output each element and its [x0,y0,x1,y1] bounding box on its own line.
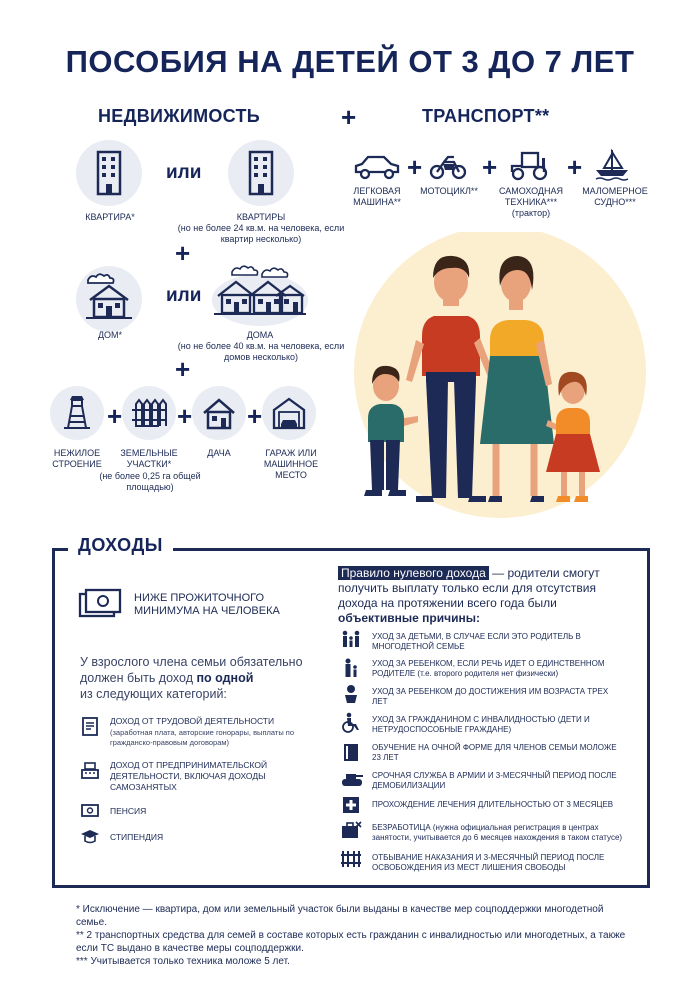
reason-item [372,659,628,679]
reason-note: (нужна официальная регистрация в центрах занятости, учитывается до 6 месяцев нахождения в таком статусе) [372,823,623,842]
car-label: ЛЕГКОВАЯ МАШИНА** [353,186,401,207]
realty-heading: НЕДВИЖИМОСТЬ [98,106,261,126]
income-pension: ПЕНСИЯ [110,806,147,816]
nonresidential-building-icon [50,386,104,440]
income-stipend: СТИПЕНДИЯ [110,832,164,842]
reason-item: ОБУЧЕНИЕ НА ОЧНОЙ ФОРМЕ ДЛЯ ЧЛЕНОВ СЕМЬИ МОЛОЖЕ 23 ЛЕТ [372,743,617,762]
plus-sign: + [175,354,191,384]
apartments-label: КВАРТИРЫ [236,212,286,222]
transport-heading: ТРАНСПОРТ** [422,106,550,126]
land-label: ЗЕМЕЛЬНЫЕ УЧАСТКИ* [120,448,178,469]
plus-sign: + [175,238,191,268]
house-icon [76,266,142,332]
wheelchair-icon [340,712,362,734]
graduation-cap-icon [80,826,100,846]
reason-main: БЕЗРАБОТИЦА [372,823,431,832]
plus-sign: + [247,401,263,431]
adult-text-bold: по одной [196,671,254,685]
plus-sign: + [177,401,193,431]
dacha-icon [192,386,246,440]
garage-label: ГАРАЖ ИЛИ МАШИННОЕ МЕСТО [263,448,319,480]
tractor-label: САМОХОДНАЯ ТЕХНИКА*** [498,186,563,207]
or-label: или [166,285,202,306]
zero-income-rule [338,566,622,626]
zero-rule-bold: объективные причины: [338,611,480,625]
reason-note: (т.е. второго родителя нет физически) [417,669,559,678]
plus-sign: + [482,152,498,182]
reason-item: УХОД ЗА РЕБЕНКОМ ДО ДОСТИЖЕНИЯ ИМ ВОЗРАСТА ТРЕХ ЛЕТ [372,687,609,706]
fence-icon [122,386,176,440]
medical-cross-icon [342,796,360,814]
page-title: ПОСОБИЯ НА ДЕТЕЙ ОТ 3 ДО 7 ЛЕТ [65,44,635,79]
tank-icon [340,771,364,787]
footnote: *** Учитывается только техника моложе 5 лет. [76,956,290,967]
land-note: (не более 0,25 га общей площадью) [99,471,201,492]
apartment-label: КВАРТИРА* [85,212,135,222]
family-illustration [344,232,674,518]
boat-label: МАЛОМЕРНОЕ СУДНО*** [582,186,648,207]
reason-main: УХОД ЗА РЕБЕНКОМ, ЕСЛИ РЕЧЬ ИДЕТ О ЕДИНСТВЕННОМ РОДИТЕЛЕ [372,659,605,678]
houses-icon [212,262,308,326]
tractor-icon [508,148,550,182]
car-icon [352,152,402,182]
houses-note: (но не более 40 кв.м. на человека, если домов несколько) [177,341,345,362]
reason-item: УХОД ЗА ГРАЖДАНИНОМ С ИНВАЛИДНОСТЬЮ (ДЕТИ И НЕТРУДОСПОСОБНЫЕ ГРАЖДАНЕ) [372,715,590,734]
adult-text-part2: из следующих категорий: [80,687,227,701]
below-minimum-text: НИЖЕ ПРОЖИТОЧНОГО МИНИМУМА НА ЧЕЛОВЕКА [134,592,280,617]
income-heading: ДОХОДЫ [68,535,173,556]
family-icon [340,630,362,648]
zero-rule-highlight: Правило нулевого дохода [338,566,489,580]
plus-sign: + [407,152,423,182]
parent-child-icon [340,658,362,678]
footnote: * Исключение — квартира, дом или земельный участок были выданы в качестве мер соцподдержки многодетной семье. [76,904,604,928]
adult-text-part1: У взрослого члена семьи обязательно должен быть доход [80,655,303,685]
garage-icon [262,386,316,440]
reason-item: ОТБЫВАНИЕ НАКАЗАНИЯ И 3-МЕСЯЧНЫЙ ПЕРИОД ПОСЛЕ ОСВОБОЖДЕНИЯ ИЗ МЕСТ ЛИШЕНИЯ СВОБОДЫ [372,853,605,872]
prison-bars-icon [340,850,362,868]
reason-item: ПРОХОЖДЕНИЕ ЛЕЧЕНИЯ ДЛИТЕЛЬНОСТЬЮ ОТ 3 МЕСЯЦЕВ [372,800,614,809]
income-business: ДОХОД ОТ ПРЕДПРИНИМАТЕЛЬСКОЙ ДЕЯТЕЛЬНОСТИ, ВКЛЮЧАЯ ДОХОДЫ САМОЗАНЯТЫХ [110,760,268,792]
zero-rule-text: — родители смогут получить выплату только если для отсутствия дохода на протяжении всего года были [338,566,600,610]
cash-register-icon [80,760,100,780]
tractor-note: (трактор) [511,208,551,218]
houses-label: ДОМА [246,330,274,340]
apartments-icon [228,140,294,206]
document-icon [80,716,100,736]
boat-icon [592,146,632,182]
or-label: или [166,162,202,183]
pension-icon [80,800,100,820]
baby-icon [340,684,362,704]
income-work-note: (заработная плата, авторские гонорары, выплаты по гражданско-правовым договорам) [110,728,295,747]
plus-sign: + [567,152,583,182]
nonresidential-label: НЕЖИЛОЕ СТРОЕНИЕ [52,448,102,469]
reason-item: УХОД ЗА ДЕТЬМИ, В СЛУЧАЕ ЕСЛИ ЭТО РОДИТЕЛЬ В МНОГОДЕТНОЙ СЕМЬЕ [372,632,581,651]
adult-income-text [80,654,330,702]
plus-sign: + [341,102,357,132]
plus-sign: + [107,401,123,431]
motorcycle-label: МОТОЦИКЛ** [420,186,478,196]
apartments-note: (но не более 24 кв.м. на человека, если квартир несколько) [177,223,345,244]
apartment-icon [76,140,142,206]
motorcycle-icon [428,150,468,182]
reason-item: СРОЧНАЯ СЛУЖБА В АРМИИ И 3-МЕСЯЧНЫЙ ПЕРИОД ПОСЛЕ ДЕМОБИЛИЗАЦИИ [372,771,617,790]
cash-icon [78,588,122,622]
dacha-label: ДАЧА [207,448,231,458]
briefcase-icon [340,820,362,840]
book-icon [342,742,360,762]
reason-item [372,823,628,843]
income-work: ДОХОД ОТ ТРУДОВОЙ ДЕЯТЕЛЬНОСТИ [110,716,275,726]
house-label: ДОМ* [97,330,123,340]
footnote: ** 2 транспортных средства для семей в составе которых есть гражданин с инвалидностью или многодетных, а также если ТС выдано в качестве меры соцподдержки. [76,930,626,954]
